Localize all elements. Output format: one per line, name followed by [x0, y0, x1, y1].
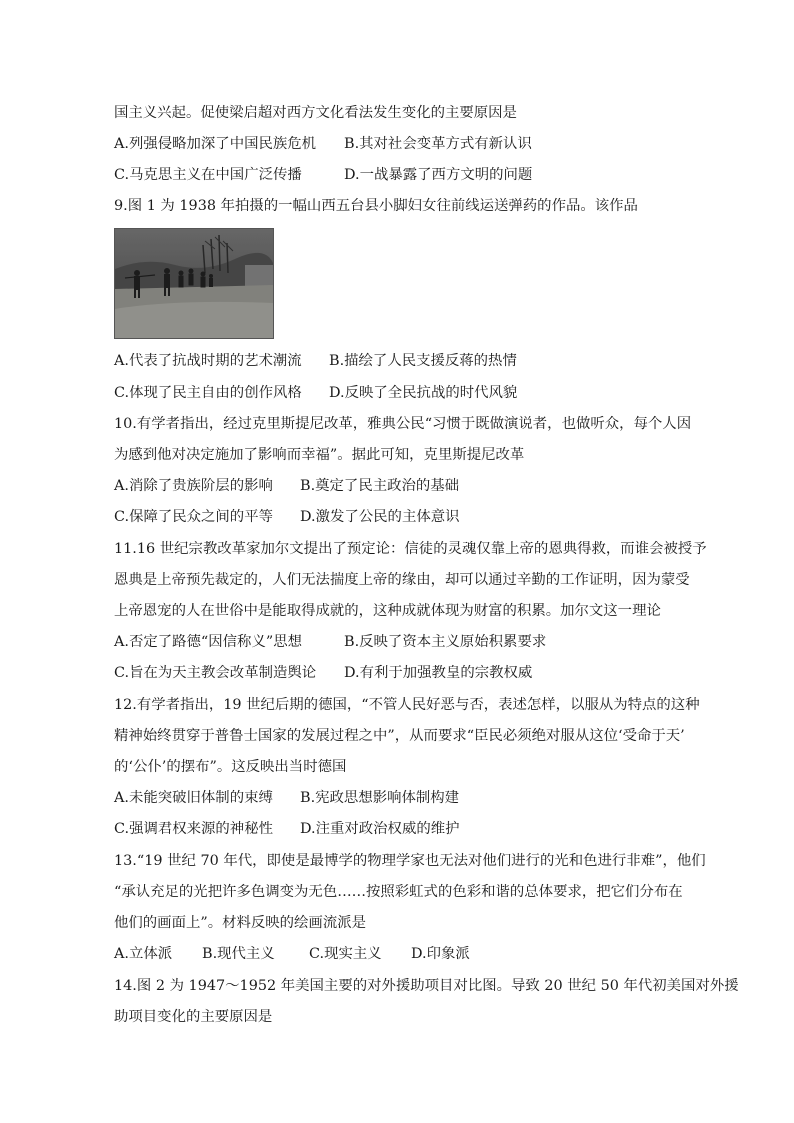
q13-stem-line-1: 13.“19 世纪 70 年代，即使是最博学的物理学家也无法对他们进行的光和色进行非难”，他们	[114, 853, 706, 869]
q11-stem-line-1: 11.16 世纪宗教改革家加尔文提出了预定论：信徒的灵魂仅靠上帝的恩典得救，而谁会被授予	[114, 541, 707, 557]
q10-stem-line-1: 10.有学者指出，经过克里斯提尼改革，雅典公民“习惯于既做演说者，也做听众，每个人因	[114, 416, 692, 432]
q12-option-c: C.强调君权来源的神秘性	[114, 821, 273, 837]
q13-option-a: A.立体派	[114, 946, 173, 962]
figure-1-photo	[114, 228, 274, 339]
q10-option-a: A.消除了贵族阶层的影响	[114, 478, 273, 494]
q11-option-d: D.有利于加强教皇的宗教权威	[344, 665, 533, 681]
q14-stem-line-1: 14.图 2 为 1947～1952 年美国主要的对外援助项目对比图。导致 20 世纪 50 年代初美国对外援	[114, 978, 739, 994]
q10-option-c: C.保障了民众之间的平等	[114, 509, 273, 525]
q13-option-c: C.现实主义	[309, 946, 382, 962]
q12-stem-line-2: 精神始终贯穿于普鲁士国家的发展过程之中”，从而要求“臣民必须绝对服从这位‘受命于天’	[114, 728, 685, 744]
q11-option-b: B.反映了资本主义原始积累要求	[344, 634, 547, 650]
q14-stem-line-2: 助项目变化的主要原因是	[114, 1009, 273, 1025]
q10-option-b: B.奠定了民主政治的基础	[300, 478, 460, 494]
q12-option-d: D.注重对政治权威的维护	[300, 821, 460, 837]
q12-option-b: B.宪政思想影响体制构建	[300, 790, 460, 806]
q10-option-d: D.激发了公民的主体意识	[300, 509, 460, 525]
q9-option-a: A.代表了抗战时期的艺术潮流	[114, 353, 302, 369]
q9-option-c: C.体现了民主自由的创作风格	[114, 385, 302, 401]
q8-option-a: A.列强侵略加深了中国民族危机	[114, 136, 317, 152]
q9-option-b: B.描绘了人民支援反蒋的热情	[329, 353, 517, 369]
q11-option-c: C.旨在为天主教会改革制造舆论	[114, 665, 317, 681]
q13-stem-line-3: 他们的画面上”。材料反映的绘画流派是	[114, 915, 366, 931]
q12-stem-line-3: 的‘公仆’的摆布”。这反映出当时德国	[114, 759, 347, 775]
q11-option-a: A.否定了路德“因信称义”思想	[114, 634, 302, 650]
q8-stem-tail: 国主义兴起。促使梁启超对西方文化看法发生变化的主要原因是	[114, 105, 517, 121]
q8-option-d: D.一战暴露了西方文明的问题	[344, 167, 533, 183]
q13-stem-line-2: “承认充足的光把许多色调变为无色……按照彩虹式的色彩和谐的总体要求，把它们分布在	[114, 884, 683, 900]
q12-option-a: A.未能突破旧体制的束缚	[114, 790, 273, 806]
q9-option-d: D.反映了全民抗战的时代风貌	[329, 385, 518, 401]
q9-stem: 9.图 1 为 1938 年拍摄的一幅山西五台县小脚妇女往前线运送弹药的作品。该作品	[114, 198, 638, 214]
q12-stem-line-1: 12.有学者指出，19 世纪后期的德国，“不管人民好恶与否，表述怎样，以服从为特点的这种	[114, 697, 700, 713]
q11-stem-line-3: 上帝恩宠的人在世俗中是能取得成就的，这种成就体现为财富的积累。加尔文这一理论	[114, 603, 661, 619]
photo-illustration	[115, 229, 273, 338]
q10-stem-line-2: 为感到他对决定施加了影响而幸福”。据此可知，克里斯提尼改革	[114, 447, 525, 463]
q11-stem-line-2: 恩典是上帝预先裁定的，人们无法揣度上帝的缘由，却可以通过辛勤的工作证明，因为蒙受	[114, 572, 690, 588]
q13-option-d: D.印象派	[411, 946, 470, 962]
q8-option-b: B.其对社会变革方式有新认识	[344, 136, 532, 152]
q13-option-b: B.现代主义	[202, 946, 275, 962]
q8-option-c: C.马克思主义在中国广泛传播	[114, 167, 302, 183]
